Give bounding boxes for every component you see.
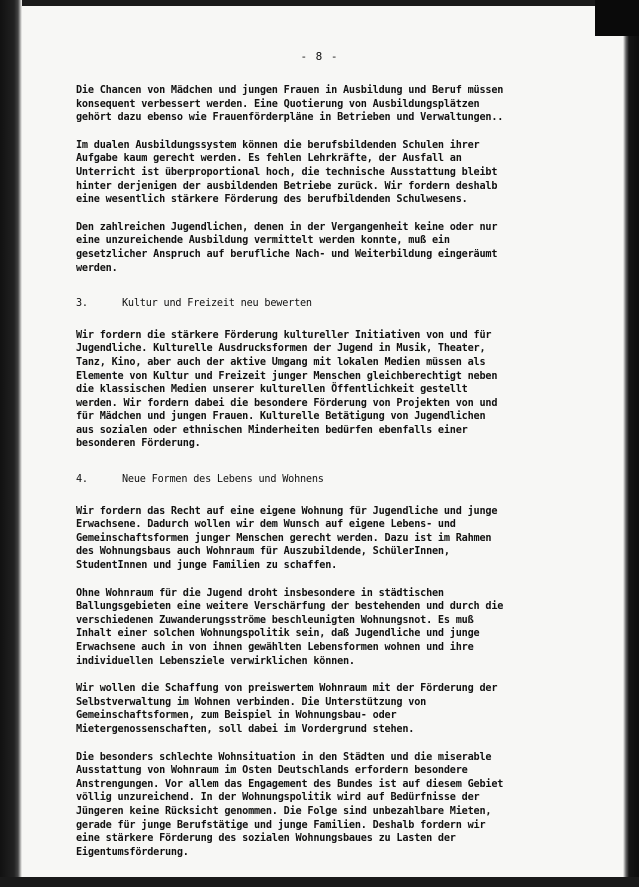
- text-line: Aufgabe kaum gerecht werden. Es fehlen Lehrkräfte, der Ausfall an: [76, 153, 462, 165]
- text-line: Ohne Wohnraum für die Jugend droht insbesondere in städtischen: [76, 587, 444, 599]
- text-line: Eigentumsförderung.: [76, 846, 189, 858]
- scan-border-bottom: [0, 877, 639, 887]
- text-line: eine wesentlich stärkere Förderung des berufbildenden Schulwesens.: [76, 194, 468, 206]
- text-line: Gemeinschaftsformen, zum Beispiel in Wohnungsbau- oder: [76, 710, 397, 722]
- paragraph: [76, 84, 514, 125]
- paragraph: [76, 139, 514, 207]
- section-heading: [76, 473, 514, 487]
- text-line: eine stärkere Förderung des sozialen Wohnungsbaues zu Lasten der: [76, 833, 456, 845]
- text-line: Wir wollen die Schaffung von preiswertem Wohnraum mit der Förderung der: [76, 683, 498, 695]
- scan-border-left: [0, 0, 22, 887]
- text-line: Unterricht ist überproportional hoch, die technische Ausstattung bleibt: [76, 166, 498, 178]
- text-line: Anstrengungen. Vor allem das Engagement des Bundes ist auf diesem Gebiet: [76, 778, 504, 790]
- text-line: hinter derjenigen der ausbildenden Betriebe zurück. Wir fordern deshalb: [76, 180, 498, 192]
- scan-border-right: [623, 0, 639, 887]
- paragraph: [76, 682, 514, 736]
- text-line: Erwachsene. Dadurch wollen wir dem Wunsch auf eigene Lebens- und: [76, 519, 456, 531]
- paragraph: [76, 221, 514, 275]
- text-line: Selbstverwaltung im Wohnen verbinden. Die Unterstützung von: [76, 696, 427, 708]
- text-line: Mietergenossenschaften, soll dabei im Vordergrund stehen.: [76, 723, 415, 735]
- text-line: Tanz, Kino, aber auch der aktive Umgang mit lokalen Medien müssen als: [76, 356, 486, 368]
- paragraph: [76, 587, 514, 669]
- text-line: gehört dazu ebenso wie Frauenförderpläne in Betrieben und Verwaltungen..: [76, 112, 504, 124]
- text-line: völlig unzureichend. In der Wohnungspolitik wird auf Bedürfnisse der: [76, 792, 480, 804]
- text-line: Gemeinschaftsformen junger Menschen gerecht werden. Dazu ist im Rahmen: [76, 532, 492, 544]
- text-line: Die besonders schlechte Wohnsituation in den Städten und die miserable: [76, 751, 492, 763]
- text-line: werden. Wir fordern dabei die besondere Förderung von Projekten von und: [76, 397, 498, 409]
- text-line: besonderen Förderung.: [76, 438, 201, 450]
- text-line: Wir fordern das Recht auf eine eigene Wohnung für Jugendliche und junge: [76, 505, 498, 517]
- text-line: werden.: [76, 262, 118, 274]
- text-line: StudentInnen und junge Familien zu schaffen.: [76, 560, 338, 572]
- text-line: Elemente von Kultur und Freizeit junger Menschen gleichberechtigt neben: [76, 370, 498, 382]
- text-line: Inhalt einer solchen Wohnungspolitik sein, daß Jugendliche und junge: [76, 628, 480, 640]
- text-line: Ballungsgebieten eine weitere Verschärfung der bestehenden und durch die: [76, 601, 504, 613]
- paragraph: [76, 329, 514, 451]
- paragraph: [76, 751, 514, 860]
- paragraph: [76, 505, 514, 573]
- text-line: verschiedenen Zuwanderungsströme beschleunigten Wohnungsnot. Es muß: [76, 614, 474, 626]
- text-line: des Wohnungsbaus auch Wohnraum für Auszubildende, SchülerInnen,: [76, 546, 450, 558]
- text-line: Erwachsene auch in von ihnen gewählten Lebensformen wohnen und ihre: [76, 642, 474, 653]
- text-line: aus sozialen oder ethnischen Minderheiten bedürfen ebenfalls einer: [76, 424, 468, 436]
- text-line: Jugendliche. Kulturelle Ausdrucksformen der Jugend in Musik, Theater,: [76, 343, 486, 355]
- scan-border-top: [0, 0, 639, 6]
- text-line: konsequent verbessert werden. Eine Quotierung von Ausbildungsplätzen: [76, 98, 480, 110]
- text-line: eine unzureichende Ausbildung vermittelt werden konnte, muß ein: [76, 235, 450, 247]
- text-line: Jüngeren keine Rücksicht genommen. Die Folge sind unbezahlbare Mieten,: [76, 805, 492, 817]
- section-number: 3.: [76, 298, 88, 310]
- text-line: für Mädchen und jungen Frauen. Kulturelle Betätigung von Jugendlichen: [76, 411, 486, 423]
- scan-corner-artifact: [595, 0, 639, 36]
- text-line: Ausstattung von Wohnraum im Osten Deutschlands erfordern besondere: [76, 765, 468, 777]
- text-line: die klassischen Medien unserer kulturellen Öffentlichkeit gestellt: [76, 384, 468, 396]
- section-title: Kultur und Freizeit neu bewerten: [122, 298, 312, 310]
- section-heading: [76, 297, 514, 311]
- text-line: gesetzlicher Anspruch auf berufliche Nach- und Weiterbildung eingeräumt: [76, 248, 498, 260]
- text-line: individuellen Lebensziele verwirklichen können.: [76, 655, 355, 667]
- text-line: Wir fordern die stärkere Förderung kultureller Initiativen von und für: [76, 329, 492, 341]
- section-title: Neue Formen des Lebens und Wohnens: [122, 474, 324, 486]
- page-number: - 8 -: [300, 50, 339, 63]
- document-body: [76, 84, 514, 873]
- text-line: Den zahlreichen Jugendlichen, denen in der Vergangenheit keine oder nur: [76, 221, 498, 233]
- section-number: 4.: [76, 474, 88, 486]
- text-line: gerade für junge Berufstätige und junge Familien. Deshalb fordern wir: [76, 819, 486, 831]
- text-line: Die Chancen von Mädchen und jungen Frauen in Ausbildung und Beruf müssen: [76, 85, 504, 96]
- text-line: Im dualen Ausbildungssystem können die berufsbildenden Schulen ihrer: [76, 139, 480, 151]
